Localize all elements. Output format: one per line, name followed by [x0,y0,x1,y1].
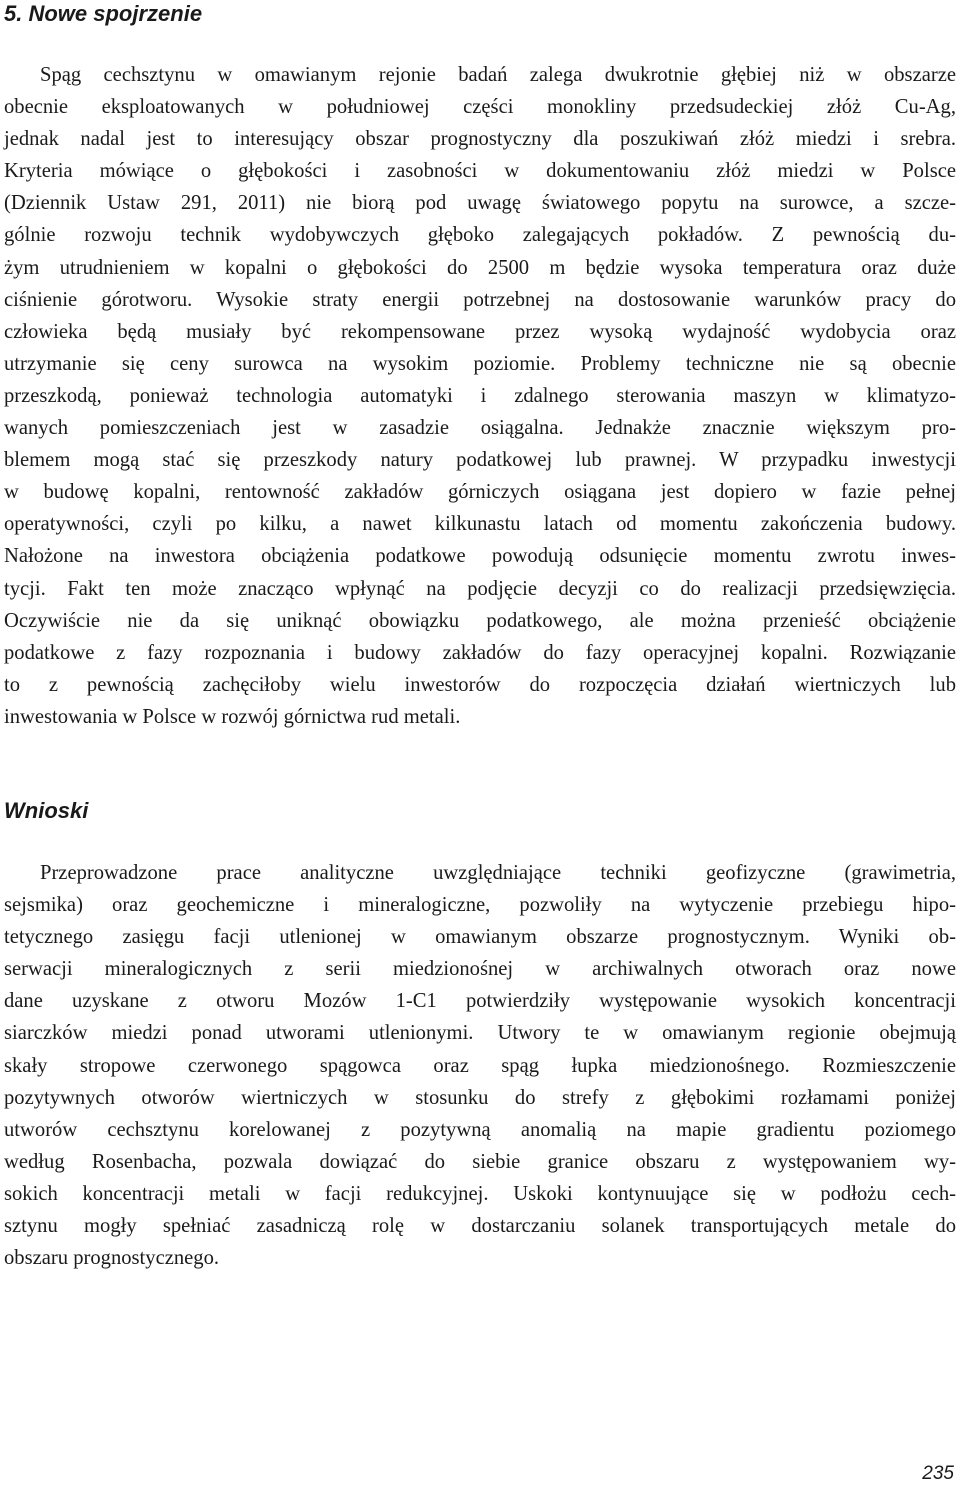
text-line: (Dziennik Ustaw 291, 2011) nie biorą pod uwagę światowego popytu na surowce, a szcze- [4,192,956,215]
text-line: w budowę kopalni, rentowność zakładów górniczych osiągana jest dopiero w fazie pełnej [4,481,956,504]
text-line: tycji. Fakt ten może znacząco wpłynąć na podjęcie decyzji co do realizacji przedsięwzięcia. [4,577,956,600]
text-line: obszaru prognostycznego. [4,1247,220,1270]
paragraph-new-perspective [4,59,956,733]
text-line: człowieka będą musiały być rekompensowane przez wysoką wydajność wydobycia oraz [4,320,956,343]
paragraph-conclusions [4,857,956,1274]
text-line: według Rosenbacha, pozwala dowiązać do siebie granice obszaru z występowaniem wy- [4,1150,956,1173]
text-line: Spąg cechsztynu w omawianym rejonie badań zalega dwukrotnie głębiej niż w obszarze [40,64,956,86]
text-line: sejsmika) oraz geochemiczne i mineralogiczne, pozwoliły na wytyczenie przebiegu hipo- [4,894,956,917]
text-line: tetycznego zasięgu facji utlenionej w omawianym obszarze prognostycznym. Wyniki ob- [4,926,956,949]
text-line: siarczków miedzi ponad utworami utlenionymi. Utwory te w omawianym regionie obejmują [4,1022,956,1045]
text-line: Przeprowadzone prace analityczne uwzględniające techniki geofizyczne (grawimetria, [40,862,956,884]
text-line: przeszkodą, ponieważ technologia automatyki i zdalnego sterowania maszyn w klimatyzo- [4,384,956,407]
text-line: utworów cechsztynu korelowanej z pozytywną anomalią na mapie gradientu poziomego [4,1118,956,1141]
text-line: operatywności, czyli po kilku, a nawet kilkunastu latach od momentu zakończenia budowy. [4,513,956,536]
text-line: Kryteria mówiące o głębokości i zasobności w dokumentowaniu złóż miedzi w Polsce [4,160,956,183]
page-number: 235 [922,1463,954,1484]
text-line: Nałożone na inwestora obciążenia podatkowe powodują odsunięcie momentu zwrotu inwes- [4,545,956,568]
text-line: pozytywnych otworów wiertniczych w stosunku do strefy z głębokimi rozłamami poniżej [4,1086,956,1109]
text-line: utrzymanie się ceny surowca na wysokim poziomie. Problemy techniczne nie są obecnie [4,352,956,375]
text-line: podatkowe z fazy rozpoznania i budowy zakładów do fazy operacyjnej kopalni. Rozwiązanie [4,641,956,664]
text-line: dane uzyskane z otworu Mozów 1-C1 potwierdziły występowanie wysokich koncentracji [4,990,956,1013]
text-line: gólnie rozwoju technik wydobywczych głęboko zalegających pokładów. Z pewnością du- [4,224,956,247]
text-line: sokich koncentracji metali w facji redukcyjnej. Uskoki kontynuujące się w podłożu cech- [4,1182,956,1205]
conclusions-heading: Wnioski [4,798,89,823]
text-line: serwacji mineralogicznych z serii miedzionośnej w archiwalnych otworach oraz nowe [4,958,956,981]
text-line: Oczywiście nie da się uniknąć obowiązku podatkowego, ale można przenieść obciążenie [4,609,956,632]
text-line: wanych pomieszczeniach jest w zasadzie osiągalna. Jednakże znacznie większym pro- [4,417,956,440]
section-heading: 5. Nowe spojrzenie [4,1,203,26]
text-line: inwestowania w Polsce w rozwój górnictwa rud metali. [4,705,461,728]
text-line: to z pewnością zachęciłoby wielu inwestorów do rozpoczęcia działań wiertniczych lub [4,673,956,696]
text-line: żym utrudnieniem w kopalni o głębokości do 2500 m będzie wysoka temperatura oraz duże [4,256,956,279]
text-line: blemem mogą stać się przeszkody natury podatkowej lub prawnej. W przypadku inwestycji [4,449,956,472]
text-line: obecnie eksploatowanych w południowej części monokliny przedsudeckiej złóż Cu-Ag, [4,96,956,119]
text-line: jednak nadal jest to interesujący obszar prognostyczny dla poszukiwań złóż miedzi i srebra. [4,128,956,151]
text-line: skały stropowe czerwonego spągowca oraz spąg łupka miedzionośnego. Rozmieszczenie [4,1054,956,1077]
text-line: sztynu mogły spełniać zasadniczą rolę w dostarczaniu solanek transportujących metale do [4,1215,956,1238]
text-line: ciśnienie górotworu. Wysokie straty energii potrzebnej na dostosowanie warunków pracy do [4,288,956,311]
